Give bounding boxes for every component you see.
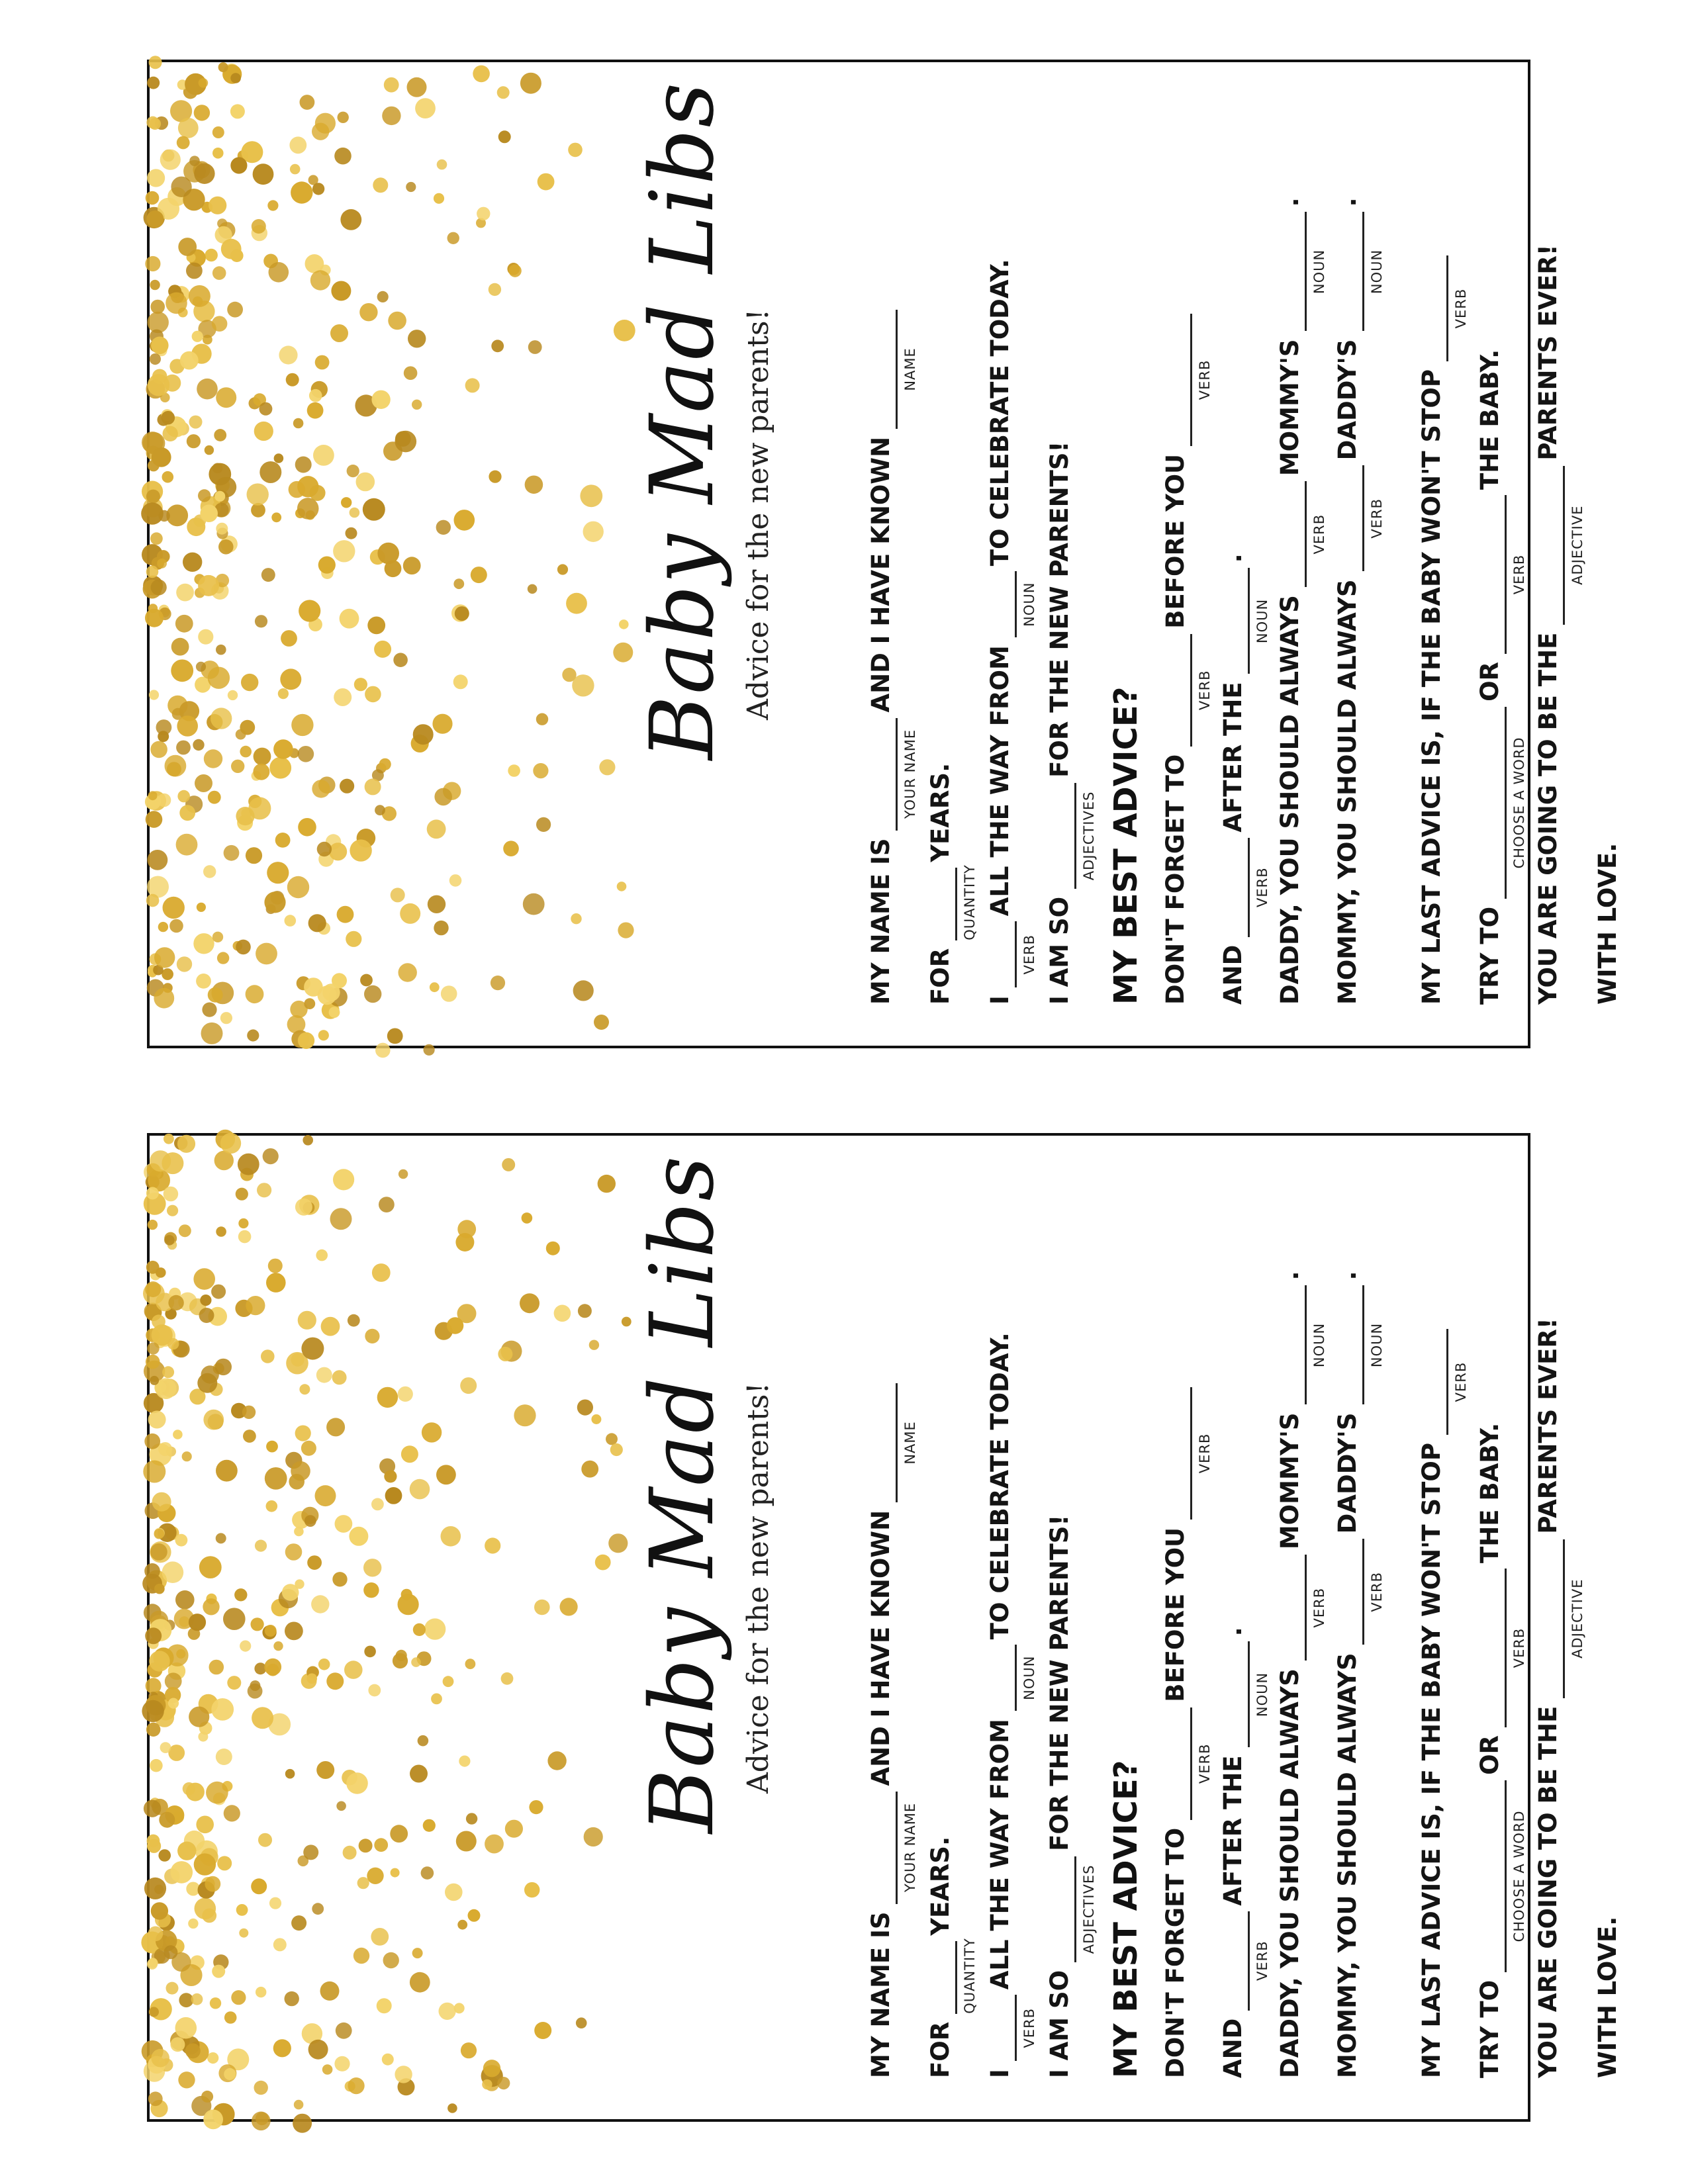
sentence-years	[924, 1162, 984, 2078]
sentence-text: DADDY, YOU SHOULD ALWAYS	[1276, 595, 1304, 1005]
advice-daddy	[1274, 1162, 1333, 2078]
sentence-text: MY NAME IS	[867, 1911, 895, 2078]
sentence-text: DADDY, YOU SHOULD ALWAYS	[1276, 1668, 1304, 2078]
sentence-text: THE BABY.	[1476, 1422, 1504, 1563]
sentence-text: FOR THE NEW PARENTS!	[1045, 1514, 1074, 1851]
blank-caption: NAME	[902, 347, 918, 391]
blank-field[interactable]	[1274, 481, 1327, 587]
sentence-travel	[984, 1162, 1043, 2078]
closing-text: WITH LOVE.	[1593, 1916, 1622, 2078]
blank-field[interactable]	[1043, 783, 1097, 889]
sentence-text: YEARS.	[926, 1836, 955, 1936]
advice-mommy	[1331, 1162, 1391, 2078]
advice-forget	[1159, 1162, 1219, 2078]
blank-field[interactable]	[865, 718, 918, 831]
advice-after	[1217, 89, 1276, 1005]
sentence-text: ALL THE WAY FROM	[986, 645, 1014, 917]
blank-caption: VERB	[1511, 554, 1527, 595]
blank-caption: VERB	[1369, 1572, 1385, 1612]
sentence-years	[924, 89, 984, 1005]
blank-caption: VERB	[1021, 934, 1037, 975]
sentence-text: YOU ARE GOING TO BE THE	[1534, 632, 1562, 1005]
blank-caption: NOUN	[1311, 249, 1327, 295]
advice-forget	[1159, 89, 1219, 1005]
sentence-text: ALL THE WAY FROM	[986, 1719, 1014, 1990]
sentence-text: I AM SO	[1045, 1970, 1074, 2078]
mad-libs-card-bottom	[147, 1133, 1622, 2122]
mad-libs-card-top	[147, 60, 1622, 1048]
sentence-text: BEFORE YOU	[1161, 453, 1190, 629]
sentence-text: TRY TO	[1476, 1979, 1504, 2078]
blank-caption: YOUR NAME	[902, 729, 918, 819]
blank-caption: YOUR NAME	[902, 1802, 918, 1893]
sentence-text: .	[1276, 197, 1304, 207]
blank-field[interactable]	[1415, 255, 1469, 361]
sentence-text: AND I HAVE KNOWN	[867, 436, 895, 713]
blank-caption: NOUN	[1311, 1322, 1327, 1368]
sentence-name	[865, 1162, 924, 2078]
sentence-text: MOMMY, YOU SHOULD ALWAYS	[1333, 1653, 1362, 2078]
blank-field[interactable]	[1415, 1329, 1469, 1435]
blank-caption: VERB	[1311, 1587, 1327, 1628]
blank-caption: NOUN	[1369, 1322, 1385, 1368]
sentence-text: PARENTS EVER!	[1534, 244, 1562, 461]
sentence-text: .	[1219, 553, 1247, 563]
sentence-text: YOU ARE GOING TO BE THE	[1534, 1706, 1562, 2078]
blank-field[interactable]	[1159, 1707, 1213, 1820]
sentence-text: AFTER THE	[1219, 1755, 1247, 1906]
blank-field[interactable]	[1474, 1569, 1527, 1727]
advice-heading: MY BEST ADVICE?	[1107, 1760, 1145, 2078]
sentence-text: PARENTS EVER!	[1534, 1318, 1562, 1534]
blank-field[interactable]	[1474, 707, 1527, 899]
card-title: Baby Mad Libs	[632, 1154, 733, 1833]
blank-caption: VERB	[1021, 2007, 1037, 2048]
last-try	[1474, 89, 1533, 1005]
blank-caption: VERB	[1311, 514, 1327, 555]
card-title: Baby Mad Libs	[632, 81, 733, 760]
sentence-text: DADDY'S	[1333, 339, 1362, 461]
sentence-text: BEFORE YOU	[1161, 1527, 1190, 1702]
last-try	[1474, 1162, 1533, 2078]
sentence-excited	[1043, 1162, 1103, 2078]
last-parents	[1532, 1162, 1591, 2078]
blank-field[interactable]	[1532, 466, 1585, 625]
blank-field[interactable]	[1043, 1856, 1097, 1962]
sentence-travel	[984, 89, 1043, 1005]
blank-caption: NOUN	[1369, 249, 1385, 295]
blank-field[interactable]	[1217, 1641, 1270, 1747]
blank-caption: CHOOSE A WORD	[1511, 1810, 1527, 1942]
blank-field[interactable]	[865, 310, 918, 429]
blank-caption: CHOOSE A WORD	[1511, 737, 1527, 869]
blank-caption: ADJECTIVE	[1570, 1578, 1585, 1659]
sentence-text: DON'T FORGET TO	[1161, 1827, 1190, 2078]
blank-caption: VERB	[1197, 670, 1213, 711]
sentence-text: MY LAST ADVICE IS, IF THE BABY WON'T STOP	[1417, 1443, 1446, 2078]
sentence-text: TRY TO	[1476, 906, 1504, 1005]
sentence-text: FOR	[926, 948, 955, 1005]
closing-line	[1591, 89, 1651, 1005]
sentence-text: AND	[1219, 2018, 1247, 2078]
blank-field[interactable]	[1217, 1911, 1270, 2011]
sentence-text: FOR THE NEW PARENTS!	[1045, 441, 1074, 778]
blank-field[interactable]	[984, 921, 1037, 987]
blank-caption: VERB	[1453, 1361, 1469, 1402]
blank-field[interactable]	[1331, 1285, 1385, 1404]
blank-field[interactable]	[1217, 838, 1270, 937]
blank-caption: VERB	[1197, 1743, 1213, 1784]
blank-caption: VERB	[1453, 288, 1469, 329]
sentence-text: AND	[1219, 944, 1247, 1005]
blank-caption: VERB	[1254, 1940, 1270, 1981]
blank-field[interactable]	[924, 1938, 978, 2014]
blank-field[interactable]	[1274, 212, 1327, 331]
blank-field[interactable]	[1159, 1387, 1213, 1520]
sentence-text: .	[1333, 197, 1362, 207]
sentence-name	[865, 89, 924, 1005]
sentence-text: AND I HAVE KNOWN	[867, 1510, 895, 1786]
blank-field[interactable]	[1331, 465, 1385, 571]
closing-text: WITH LOVE.	[1593, 842, 1622, 1005]
card-subtitle: Advice for the new parents!	[741, 1382, 775, 1794]
sentence-text: AFTER THE	[1219, 682, 1247, 833]
blank-field[interactable]	[1159, 634, 1213, 747]
blank-caption: ADJECTIVES	[1081, 1864, 1097, 1954]
sentence-text: I AM SO	[1045, 896, 1074, 1005]
last-advice	[1415, 89, 1475, 1005]
sentence-text: OR	[1476, 1735, 1504, 1775]
last-advice	[1415, 1162, 1475, 2078]
blank-field[interactable]	[1274, 1555, 1327, 1661]
sentence-text: TO CELEBRATE TODAY.	[986, 259, 1014, 567]
sentence-text: .	[1276, 1271, 1304, 1281]
sentence-text: FOR	[926, 2021, 955, 2078]
sentence-text: TO CELEBRATE TODAY.	[986, 1332, 1014, 1640]
blank-caption: VERB	[1511, 1627, 1527, 1668]
blank-field[interactable]	[1274, 1285, 1327, 1404]
advice-heading: MY BEST ADVICE?	[1107, 686, 1145, 1005]
sentence-text: .	[1219, 1627, 1247, 1637]
card-subtitle: Advice for the new parents!	[741, 308, 775, 720]
closing-line	[1591, 1162, 1651, 2078]
blank-caption: ADJECTIVE	[1570, 505, 1585, 585]
sentence-text: THE BABY.	[1476, 349, 1504, 490]
blank-field[interactable]	[984, 571, 1037, 637]
sentence-text: MOMMY, YOU SHOULD ALWAYS	[1333, 579, 1362, 1005]
sentence-text: MOMMY'S	[1276, 1412, 1304, 1550]
blank-field[interactable]	[865, 1792, 918, 1904]
blank-caption: NOUN	[1254, 598, 1270, 644]
advice-daddy	[1274, 89, 1333, 1005]
blank-caption: VERB	[1254, 867, 1270, 907]
blank-caption: VERB	[1197, 1433, 1213, 1474]
blank-field[interactable]	[1217, 568, 1270, 674]
card-content	[150, 1136, 1622, 2124]
sentence-text: .	[1333, 1271, 1362, 1281]
sentence-text: DADDY'S	[1333, 1412, 1362, 1534]
blank-caption: NAME	[902, 1421, 918, 1465]
blank-field[interactable]	[1331, 212, 1385, 331]
sentence-text: DON'T FORGET TO	[1161, 754, 1190, 1005]
blank-field[interactable]	[924, 864, 978, 940]
last-parents	[1532, 89, 1591, 1005]
blank-caption: NOUN	[1021, 582, 1037, 627]
blank-caption: NOUN	[1021, 1655, 1037, 1700]
blank-caption: NOUN	[1254, 1672, 1270, 1717]
sentence-text: YEARS.	[926, 762, 955, 862]
sentence-text: MY NAME IS	[867, 838, 895, 1005]
blank-caption: ADJECTIVES	[1081, 791, 1097, 881]
blank-field[interactable]	[865, 1383, 918, 1502]
blank-field[interactable]	[1532, 1539, 1585, 1698]
sentence-excited	[1043, 89, 1103, 1005]
sentence-text: I	[986, 995, 1014, 1005]
advice-after	[1217, 1162, 1276, 2078]
blank-caption: VERB	[1197, 359, 1213, 400]
blank-caption: VERB	[1369, 498, 1385, 539]
sentence-text: MOMMY'S	[1276, 339, 1304, 477]
blank-caption: QUANTITY	[962, 1938, 978, 2014]
sentence-text: OR	[1476, 661, 1504, 702]
advice-mommy	[1331, 89, 1391, 1005]
blank-field[interactable]	[984, 1995, 1037, 2061]
blank-field[interactable]	[984, 1645, 1037, 1711]
blank-field[interactable]	[1159, 314, 1213, 446]
blank-caption: QUANTITY	[962, 864, 978, 940]
blank-field[interactable]	[1331, 1539, 1385, 1645]
card-content	[150, 62, 1622, 1051]
sentence-text: MY LAST ADVICE IS, IF THE BABY WON'T STOP	[1417, 369, 1446, 1005]
blank-field[interactable]	[1474, 495, 1527, 654]
blank-field[interactable]	[1474, 1780, 1527, 1972]
sentence-text: I	[986, 2069, 1014, 2078]
